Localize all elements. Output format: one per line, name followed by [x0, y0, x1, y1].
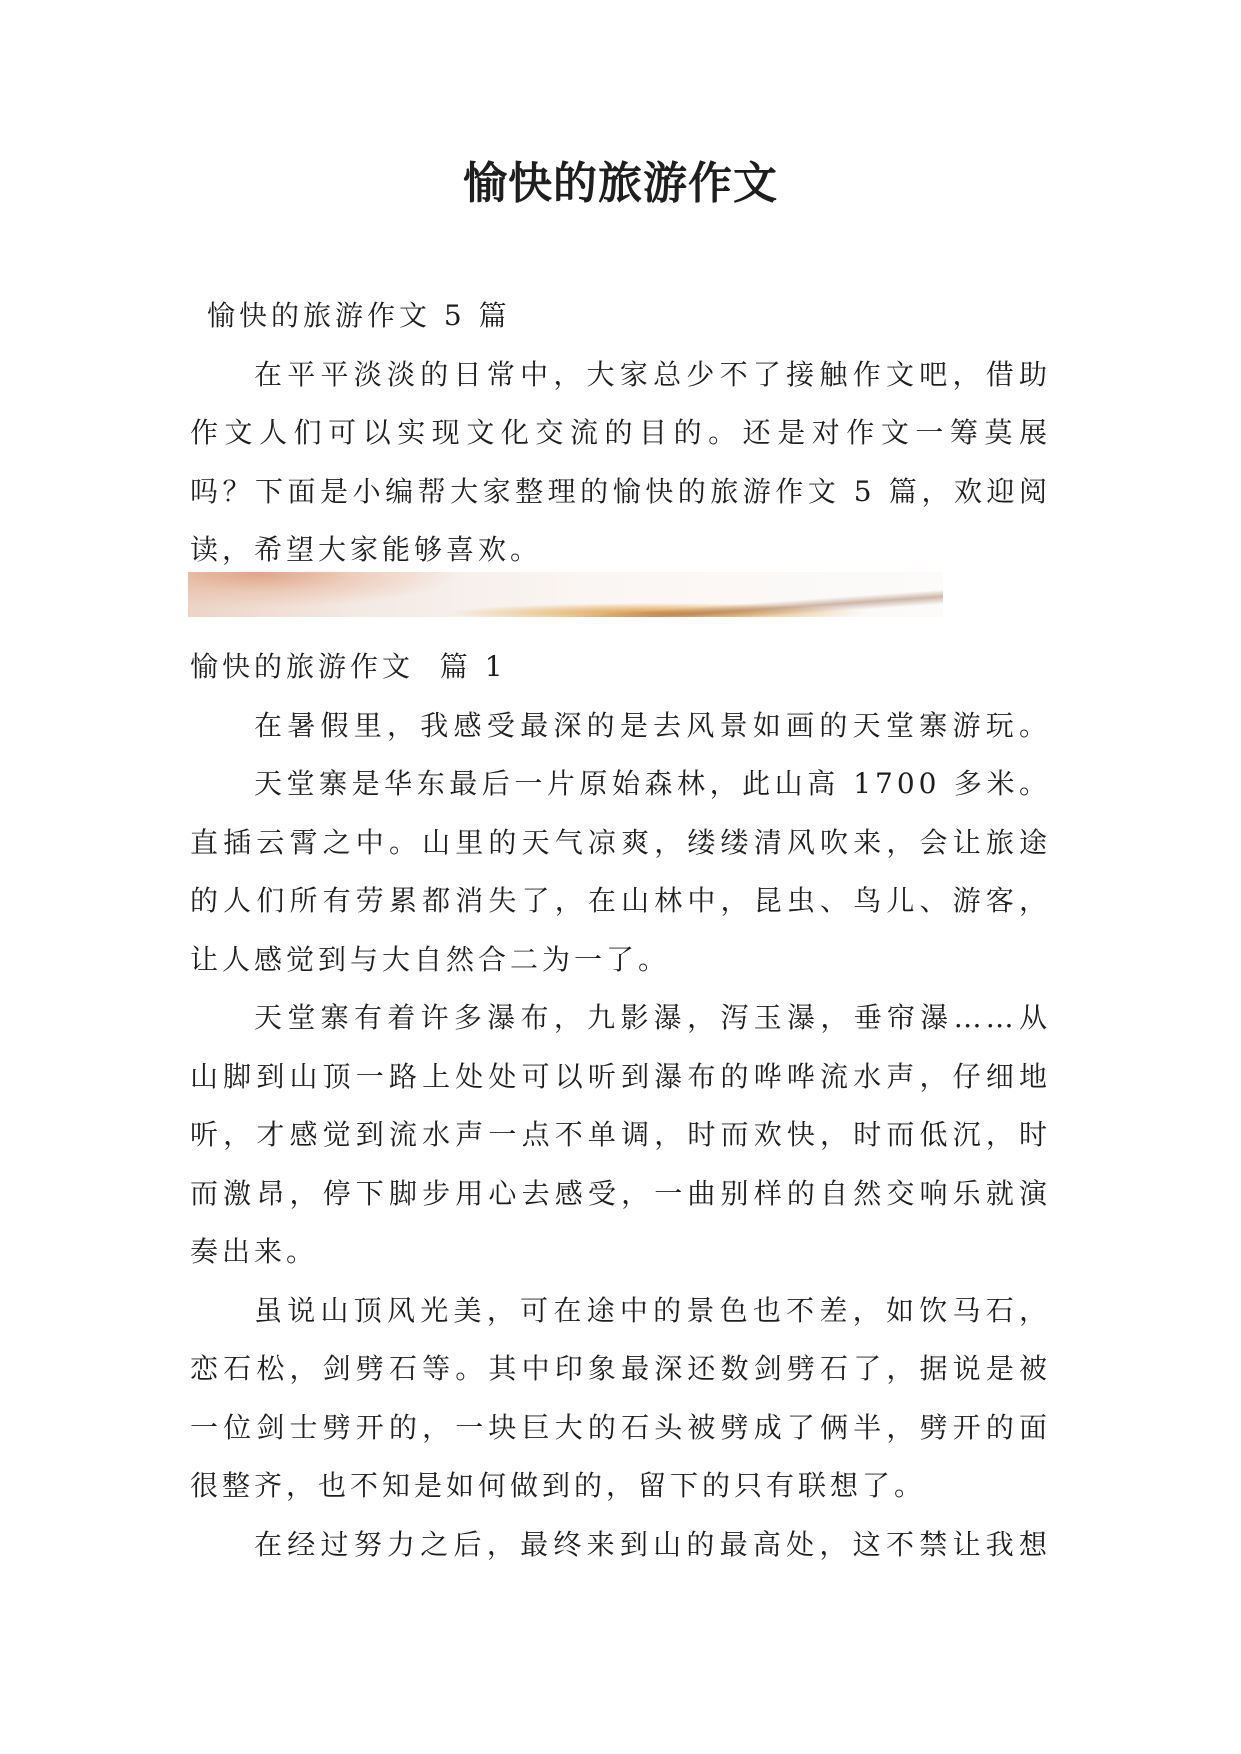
paragraph [190, 1282, 1051, 1516]
paragraph [190, 989, 1051, 1282]
paragraph-line: 的人们所有劳累都消失了，在山林中，昆虫、鸟儿、游客， [190, 884, 1051, 917]
intro-section [190, 287, 1051, 580]
paragraph-line: 恋石松，剑劈石等。其中印象最深还数剑劈石了，据说是被 [190, 1352, 1051, 1385]
paragraph-line: 天堂寨有着许多瀑布，九影瀑，泻玉瀑，垂帘瀑……从 [254, 1001, 1051, 1034]
article-photo [188, 572, 943, 617]
paragraph [190, 346, 1051, 580]
section-heading: 愉快的旅游作文 篇 1 [190, 650, 507, 683]
paragraph-line: 在经过努力之后，最终来到山的最高处，这不禁让我想 [254, 1527, 1051, 1561]
paragraph-line: 吗？下面是小编帮大家整理的愉快的旅游作文 5 篇，欢迎阅 [190, 474, 1051, 508]
paragraph-line: 听，才感觉到流水声一点不单调，时而欢快，时而低沉，时 [190, 1118, 1051, 1151]
intro-paragraph-container [190, 346, 1051, 580]
paragraph-line: 在暑假里，我感受最深的是去风景如画的天堂寨游玩。 [254, 708, 1051, 742]
paragraph [190, 755, 1051, 989]
document-title: 愉快的旅游作文 [463, 158, 778, 209]
paragraph-line: 而激昂，停下脚步用心去感受，一曲别样的自然交响乐就演 [190, 1176, 1051, 1210]
paragraph-line: 很整齐，也不知是如何做到的，留下的只有联想了。 [190, 1469, 927, 1502]
paragraph [190, 697, 1051, 756]
paragraph [190, 1516, 1051, 1575]
document-subtitle: 愉快的旅游作文 5 篇 [207, 299, 511, 332]
article-paragraphs [190, 697, 1051, 1575]
paragraph-line: 让人感觉到与大自然合二为一了。 [190, 942, 671, 976]
paragraph-line: 读，希望大家能够喜欢。 [190, 533, 543, 566]
paragraph-line: 奏出来。 [190, 1235, 319, 1268]
paragraph-line: 直插云霄之中。山里的天气凉爽，缕缕清风吹来，会让旅途 [190, 825, 1051, 859]
paragraph-line: 在平平淡淡的日常中，大家总少不了接触作文吧，借助 [254, 357, 1051, 391]
paragraph-line: 山脚到山顶一路上处处可以听到瀑布的哗哗流水声，仔细地 [190, 1059, 1051, 1093]
paragraph-line: 作文人们可以实现文化交流的目的。还是对作文一筹莫展 [190, 416, 1051, 449]
paragraph-line: 虽说山顶风光美，可在途中的景色也不差，如饮马石， [254, 1293, 1051, 1327]
article-body [190, 638, 1051, 1574]
paragraph-line: 天堂寨是华东最后一片原始森林，此山高 1700 多米。 [254, 767, 1051, 800]
paragraph-line: 一位剑士劈开的，一块巨大的石头被劈成了俩半，劈开的面 [190, 1410, 1051, 1444]
